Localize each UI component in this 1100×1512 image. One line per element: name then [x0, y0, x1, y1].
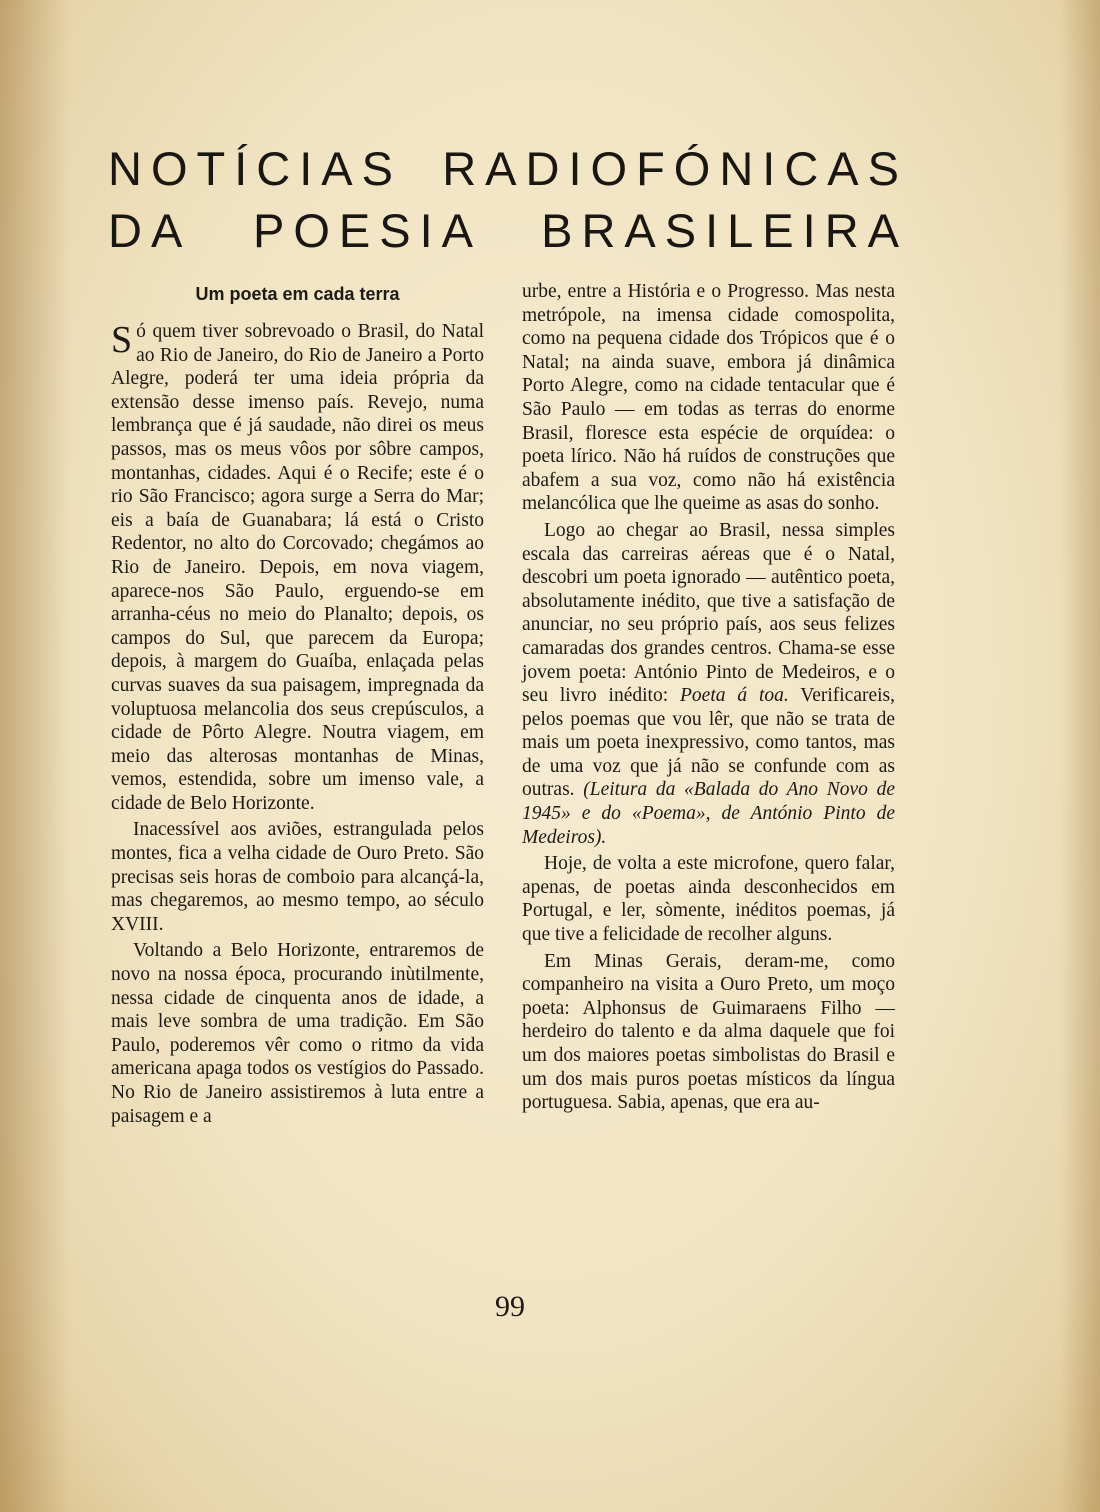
title-word: RADIOFÓNICAS [442, 142, 908, 195]
paragraph-text: ó quem tiver sobrevoado o Brasil, do Natal ao Rio de Janeiro, do Rio de Janeiro a Porto Alegre, poderá ter uma ideia própria da extensão desse imenso país. Revejo, numa lembrança que é já saudade, não direi os meus passos, mas os meus vôos por sôbre campos, montanhas, cidades. Aqui é o Recife; este é o rio São Francisco; agora surge a Serra do Mar; eis a baía de Guanabara; lá está o Cristo Redentor, no alto do Corcovado; chegámos ao Rio de Janeiro. Depois, em nova viagem, aparece-nos São Paulo, erguendo-se em arranha-céus no meio do Planalto; depois, os campos do Sul, que parecem da Europa; depois, à margem do Guaíba, enlaçada pelas curvas suaves da sua paisagem, impregnada da voluptuosa melancolia dos seus crepúsculos, a cidade de Pôrto Alegre. Noutra viagem, em meio das alterosas montanhas de Minas, vemos, estendida, sobre um imenso vale, a cidade de Belo Horizonte. [111, 321, 484, 814]
title-word: DA [108, 204, 192, 257]
title-line-1 [108, 138, 908, 200]
paragraph-text: Verificareis, pelos poemas que vou lêr, que não se trata de mais um poeta inexpressivo, como tantos, mas de uma voz que já não se confunde com as outras. [522, 685, 896, 801]
title-line-2 [108, 200, 908, 262]
paragraph: Em Minas Gerais, deram-me, como companheiro na visita a Ouro Preto, um moço poeta: Alphonsus de Guimaraens Filho — herdeiro do talento e da alma daquele que foi um dos maiores poetas simbolistas do Brasil e um dos mais puros poetas místicos da língua portuguesa. Sabia, apenas, que era au- [522, 950, 895, 1114]
paragraph: Hoje, de volta a este microfone, quero falar, apenas, de poetas ainda desconhecidos em Portugal, e ler, sòmente, inéditos poemas, já que tive a felicidade de recolher alguns. [522, 853, 895, 946]
title-word: NOTÍCIAS [108, 142, 402, 195]
left-column [111, 280, 484, 1128]
right-column [522, 280, 895, 1115]
paragraph [522, 519, 895, 849]
drop-cap: S [111, 319, 133, 361]
paragraph-text: Logo ao chegar ao Brasil, nessa simples escala das carreiras aéreas que é o Natal, descobri um poeta ignorado — autêntico poeta, absolutamente inédito, que tive a satisfação de anunciar, no seu próprio país, aos seus felizes camaradas dos grandes centros. Chama-se esse jovem poeta: António Pinto de Medeiros, e o seu livro inédito: [522, 519, 895, 707]
article-title [108, 138, 908, 262]
paragraph [111, 320, 484, 815]
paragraph: Inacessível aos aviões, estrangulada pelos montes, fica a velha cidade de Ouro Preto. São precisas seis horas de comboio para alcançá-la, mas chegaremos, ao mesmo tempo, ao século XVIII. [111, 819, 484, 935]
title-word: BRASILEIRA [541, 204, 908, 257]
paragraph: Voltando a Belo Horizonte, entraremos de novo na nossa época, procurando inùtilmente, nessa cidade de cinquenta anos de idade, a mais leve sombra de uma tradição. Em São Paulo, poderemos vêr como o ritmo da vida americana apaga todos os vestígios do Passado. No Rio de Janeiro assistiremos à luta entre a paisagem e a [111, 940, 484, 1127]
page-number: 99 [495, 1290, 525, 1323]
paragraph: urbe, entre a História e o Progresso. Mas nesta metrópole, na imensa cidade comospolita, como na pequena cidade dos Trópicos que é o Natal; na ainda suave, embora já dinâmica Porto Alegre, como na cidade tentacular que é São Paulo — em todas as terras do enorme Brasil, floresce esta espécie de orquídea: o poeta lírico. Não há ruídos de construções que abafem a sua voz, como não há existência melancólica que lhe queime as asas do sonho. [522, 281, 895, 515]
reading-note: (Leitura da «Balada do Ano Novo de 1945» e do «Poema», de António Pinto de Medeiros). [522, 779, 896, 848]
book-title: Poeta á toa. [680, 685, 789, 707]
title-word: POESIA [253, 204, 483, 257]
section-subheading: Um poeta em cada terra [195, 284, 400, 304]
